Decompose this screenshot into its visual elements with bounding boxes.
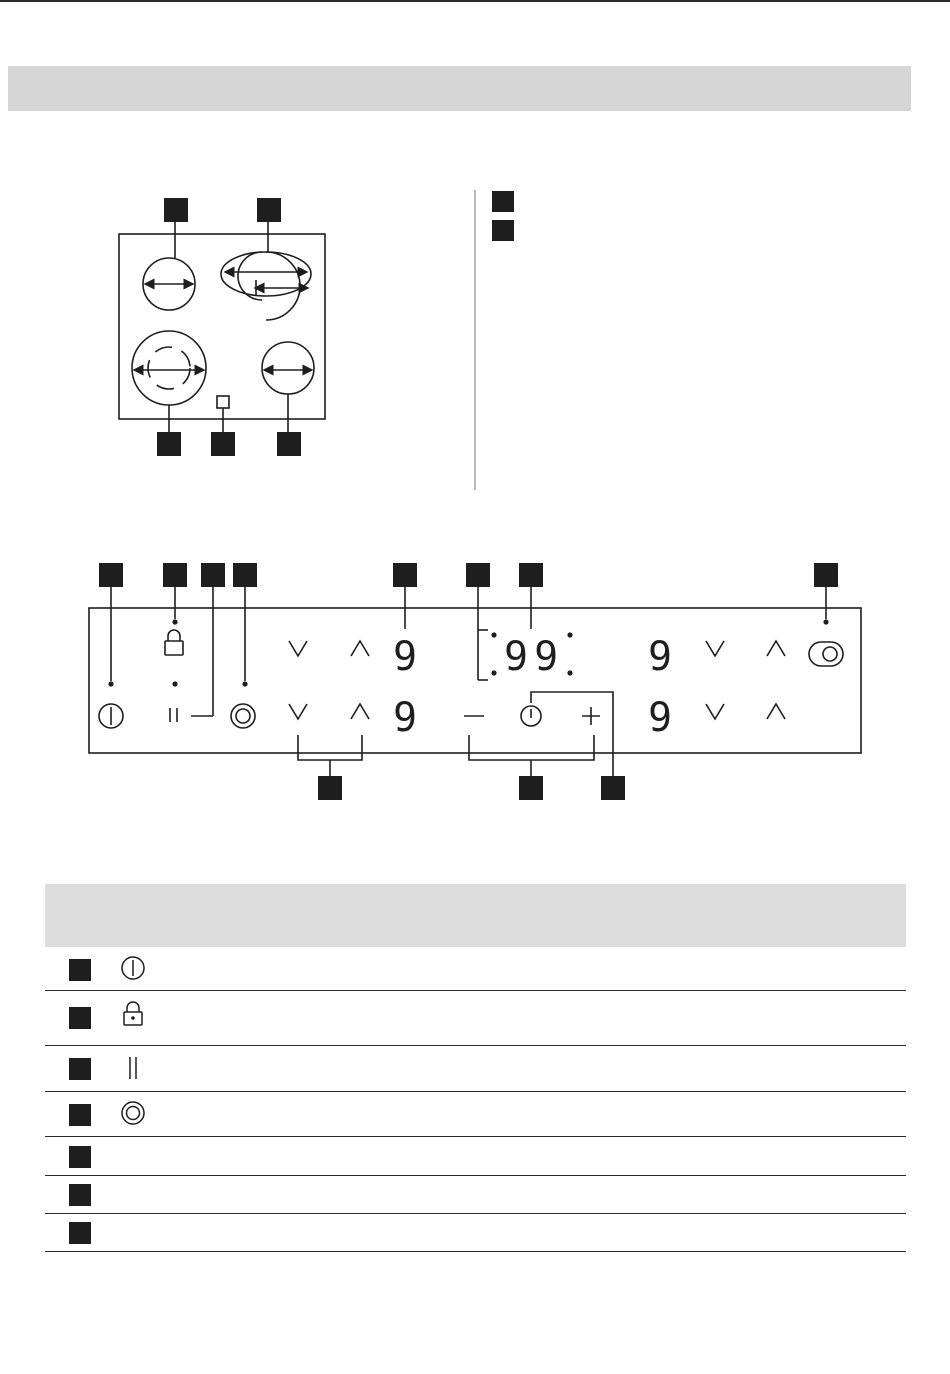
callout-square	[519, 776, 543, 800]
callout-square	[466, 563, 490, 587]
row-number-square	[69, 1007, 91, 1029]
toggle-icon	[809, 642, 843, 666]
table-row	[45, 1046, 906, 1092]
hob-layout-diagram	[0, 0, 950, 500]
callout-square	[519, 563, 543, 587]
callout-square	[601, 776, 625, 800]
table-row	[45, 947, 906, 991]
callout-square	[157, 432, 181, 456]
callout-square	[201, 563, 225, 587]
table-row	[45, 1137, 906, 1176]
timer-display: 99	[504, 634, 565, 680]
row-number-square	[69, 1146, 91, 1168]
control-description-table	[45, 884, 906, 1252]
hob-outline	[119, 234, 325, 419]
zone-dual	[132, 331, 206, 405]
power-icon	[119, 953, 149, 983]
panel-outline	[89, 608, 861, 753]
table-row	[45, 991, 906, 1046]
row-number-square	[69, 1058, 91, 1080]
table-row	[45, 1092, 906, 1137]
callout-square	[233, 563, 257, 587]
control-panel-diagram	[0, 540, 950, 840]
lock-icon	[119, 1000, 149, 1030]
callout-square	[164, 198, 188, 222]
control-panel-marker	[217, 396, 229, 408]
callout-square	[163, 563, 187, 587]
power-display-zone-3: 9	[648, 634, 673, 680]
callout-square	[814, 563, 838, 587]
callout-square	[211, 432, 235, 456]
table-row	[45, 1214, 906, 1252]
zone-front-right	[262, 342, 314, 394]
lock-icon	[165, 641, 183, 655]
callout-square	[99, 563, 123, 587]
bridge-zone-icon	[231, 704, 255, 728]
table-row	[45, 1176, 906, 1214]
row-number-square	[69, 1184, 91, 1206]
power-display-zone-1: 9	[393, 634, 418, 680]
power-display-zone-2: 9	[393, 695, 418, 741]
row-number-square	[69, 1104, 91, 1126]
callout-square	[318, 776, 342, 800]
power-display-zone-4: 9	[648, 695, 673, 741]
bridge-zone-icon	[119, 1098, 149, 1128]
pause-icon	[119, 1053, 149, 1083]
callout-square	[393, 563, 417, 587]
table-header	[45, 884, 906, 947]
callout-square	[257, 198, 281, 222]
row-number-square	[69, 1222, 91, 1244]
legend-square	[492, 220, 514, 241]
row-number-square	[69, 959, 91, 981]
callout-square	[277, 432, 301, 456]
legend-square	[492, 191, 514, 212]
